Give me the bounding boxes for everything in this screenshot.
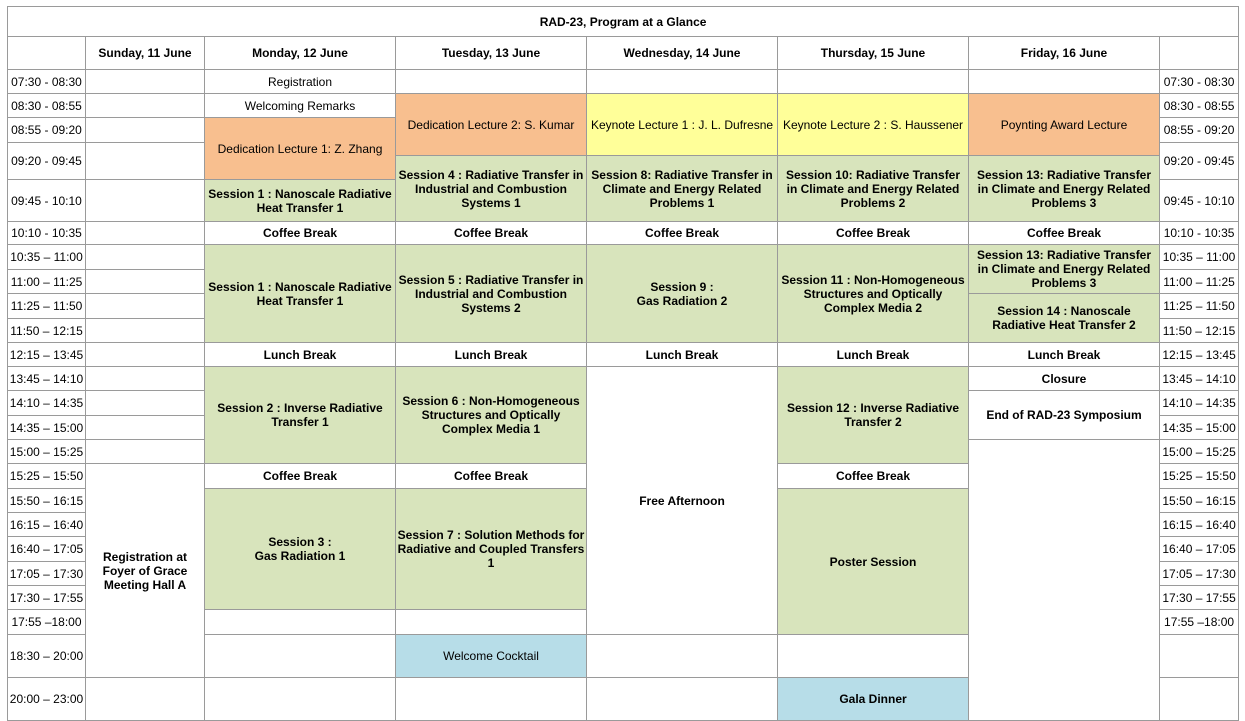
time-label: 07:30 - 08:30 — [1160, 70, 1239, 94]
time-label: 16:15 – 16:40 — [1160, 513, 1239, 537]
event-dedication-lecture-1: Dedication Lecture 1: Z. Zhang — [205, 118, 396, 180]
event-registration: Registration — [205, 70, 396, 94]
time-label: 07:30 - 08:30 — [8, 70, 86, 94]
friday-empty-afternoon — [969, 440, 1160, 721]
empty-cell — [86, 343, 205, 367]
program-table — [7, 6, 1239, 721]
time-label: 08:30 - 08:55 — [8, 94, 86, 118]
day-header-row — [8, 37, 1239, 70]
time-label: 17:55 –18:00 — [1160, 610, 1239, 635]
event-lunch-break: Lunch Break — [969, 343, 1160, 367]
time-label: 09:45 - 10:10 — [8, 180, 86, 222]
time-label: 08:55 - 09:20 — [1160, 118, 1239, 143]
event-session-5: Session 5 : Radiative Transfer in Industrial and Combustion Systems 2 — [396, 245, 587, 343]
empty-cell — [86, 70, 205, 94]
session-3-line-2: Gas Radiation 1 — [254, 549, 346, 563]
event-coffee-break: Coffee Break — [396, 222, 587, 245]
event-dedication-lecture-2: Dedication Lecture 2: S. Kumar — [396, 94, 587, 156]
empty-cell — [86, 270, 205, 294]
empty-cell — [86, 94, 205, 118]
event-welcome-cocktail: Welcome Cocktail — [396, 635, 587, 678]
time-label: 18:30 – 20:00 — [8, 635, 86, 678]
event-welcoming-remarks: Welcoming Remarks — [205, 94, 396, 118]
empty-cell — [86, 678, 205, 721]
time-row — [8, 222, 1239, 245]
time-label: 17:30 – 17:55 — [1160, 586, 1239, 610]
time-label: 08:55 - 09:20 — [8, 118, 86, 143]
time-label: 11:00 – 11:25 — [8, 270, 86, 294]
time-label: 11:50 – 12:15 — [1160, 319, 1239, 343]
event-session-6: Session 6 : Non-Homogeneous Structures and Optically Complex Media 1 — [396, 367, 587, 464]
empty-cell — [86, 245, 205, 270]
event-session-14: Session 14 : Nanoscale Radiative Heat Transfer 2 — [969, 294, 1160, 343]
event-session-12: Session 12 : Inverse Radiative Transfer 2 — [778, 367, 969, 464]
empty-cell — [205, 635, 396, 678]
time-label: 17:30 – 17:55 — [8, 586, 86, 610]
time-label: 13:45 – 14:10 — [1160, 367, 1239, 391]
time-row — [8, 245, 1239, 270]
time-label: 15:50 – 16:15 — [1160, 489, 1239, 513]
event-keynote-lecture-1: Keynote Lecture 1 : J. L. Dufresne — [587, 94, 778, 156]
time-label: 15:25 – 15:50 — [8, 464, 86, 489]
time-label: 15:50 – 16:15 — [8, 489, 86, 513]
empty-cell — [86, 294, 205, 319]
event-session-4: Session 4 : Radiative Transfer in Industrial and Combustion Systems 1 — [396, 156, 587, 222]
event-session-9 — [587, 245, 778, 343]
empty-cell — [587, 70, 778, 94]
time-label: 10:10 - 10:35 — [8, 222, 86, 245]
event-keynote-lecture-2: Keynote Lecture 2 : S. Haussener — [778, 94, 969, 156]
time-label: 12:15 – 13:45 — [1160, 343, 1239, 367]
empty-cell — [86, 367, 205, 391]
time-label: 17:05 – 17:30 — [1160, 562, 1239, 586]
time-label: 11:25 – 11:50 — [1160, 294, 1239, 319]
empty-cell — [86, 118, 205, 143]
event-session-1-part-b: Session 1 : Nanoscale Radiative Heat Transfer 1 — [205, 245, 396, 343]
session-9-line-1: Session 9 : — [650, 279, 714, 294]
event-end-of-symposium: End of RAD-23 Symposium — [969, 391, 1160, 440]
event-coffee-break: Coffee Break — [205, 222, 396, 245]
session-9-line-2: Gas Radiation 2 — [636, 293, 728, 308]
empty-cell — [86, 391, 205, 416]
empty-cell — [86, 180, 205, 222]
time-label: 16:15 – 16:40 — [8, 513, 86, 537]
time-label: 15:25 – 15:50 — [1160, 464, 1239, 489]
time-label: 09:20 - 09:45 — [1160, 143, 1239, 180]
event-session-3 — [205, 489, 396, 610]
event-lunch-break: Lunch Break — [587, 343, 778, 367]
day-header-tuesday: Tuesday, 13 June — [396, 37, 587, 70]
empty-cell — [969, 70, 1160, 94]
time-label: 11:00 – 11:25 — [1160, 270, 1239, 294]
empty-cell — [205, 678, 396, 721]
time-label: 10:10 - 10:35 — [1160, 222, 1239, 245]
empty-cell — [86, 222, 205, 245]
empty-cell — [396, 678, 587, 721]
time-label: 09:45 - 10:10 — [1160, 180, 1239, 222]
time-row — [8, 343, 1239, 367]
empty-cell — [396, 610, 587, 635]
time-label: 14:10 – 14:35 — [1160, 391, 1239, 416]
event-free-afternoon: Free Afternoon — [587, 367, 778, 635]
event-coffee-break: Coffee Break — [778, 222, 969, 245]
event-session-1-part-a: Session 1 : Nanoscale Radiative Heat Transfer 1 — [205, 180, 396, 222]
empty-cell — [778, 70, 969, 94]
empty-cell — [1160, 678, 1239, 721]
time-label: 16:40 – 17:05 — [8, 537, 86, 562]
event-session-11: Session 11 : Non-Homogeneous Structures and Optically Complex Media 2 — [778, 245, 969, 343]
empty-cell — [86, 319, 205, 343]
event-gala-dinner: Gala Dinner — [778, 678, 969, 721]
time-label: 09:20 - 09:45 — [8, 143, 86, 180]
event-coffee-break: Coffee Break — [396, 464, 587, 489]
event-session-13: Session 13: Radiative Transfer in Climate and Energy Related Problems 3 — [969, 156, 1160, 222]
session-3-line-1: Session 3 : — [268, 535, 332, 549]
empty-cell — [587, 678, 778, 721]
empty-cell — [778, 635, 969, 678]
time-row — [8, 70, 1239, 94]
day-header-sunday: Sunday, 11 June — [86, 37, 205, 70]
event-session-10: Session 10: Radiative Transfer in Climate and Energy Related Problems 2 — [778, 156, 969, 222]
time-label: 14:35 – 15:00 — [8, 416, 86, 440]
event-coffee-break: Coffee Break — [969, 222, 1160, 245]
event-coffee-break: Coffee Break — [205, 464, 396, 489]
time-label: 12:15 – 13:45 — [8, 343, 86, 367]
time-label: 17:05 – 17:30 — [8, 562, 86, 586]
time-label: 10:35 – 11:00 — [1160, 245, 1239, 270]
header-empty-left — [8, 37, 86, 70]
event-coffee-break: Coffee Break — [778, 464, 969, 489]
event-session-13-continued: Session 13: Radiative Transfer in Climate and Energy Related Problems 3 — [969, 245, 1160, 294]
empty-cell — [86, 440, 205, 464]
program-table-wrapper — [7, 6, 1239, 721]
time-label: 11:25 – 11:50 — [8, 294, 86, 319]
time-label: 14:35 – 15:00 — [1160, 416, 1239, 440]
event-sunday-registration: Registration at Foyer of Grace Meeting Hall A — [86, 464, 205, 678]
event-session-8: Session 8: Radiative Transfer in Climate and Energy Related Problems 1 — [587, 156, 778, 222]
event-poynting-award-lecture: Poynting Award Lecture — [969, 94, 1160, 156]
event-closure: Closure — [969, 367, 1160, 391]
event-session-7: Session 7 : Solution Methods for Radiative and Coupled Transfers 1 — [396, 489, 587, 610]
empty-cell — [205, 610, 396, 635]
time-label: 13:45 – 14:10 — [8, 367, 86, 391]
day-header-thursday: Thursday, 15 June — [778, 37, 969, 70]
time-row — [8, 367, 1239, 391]
time-label: 08:30 - 08:55 — [1160, 94, 1239, 118]
time-label: 14:10 – 14:35 — [8, 391, 86, 416]
event-lunch-break: Lunch Break — [778, 343, 969, 367]
empty-cell — [86, 416, 205, 440]
day-header-monday: Monday, 12 June — [205, 37, 396, 70]
empty-cell — [86, 143, 205, 180]
event-poster-session: Poster Session — [778, 489, 969, 635]
time-label: 17:55 –18:00 — [8, 610, 86, 635]
event-coffee-break: Coffee Break — [587, 222, 778, 245]
event-lunch-break: Lunch Break — [205, 343, 396, 367]
time-label: 11:50 – 12:15 — [8, 319, 86, 343]
time-label: 15:00 – 15:25 — [8, 440, 86, 464]
time-label: 20:00 – 23:00 — [8, 678, 86, 721]
page-title: RAD-23, Program at a Glance — [8, 7, 1239, 37]
time-row — [8, 94, 1239, 118]
day-header-friday: Friday, 16 June — [969, 37, 1160, 70]
time-label: 15:00 – 15:25 — [1160, 440, 1239, 464]
empty-cell — [1160, 635, 1239, 678]
header-empty-right — [1160, 37, 1239, 70]
time-label: 10:35 – 11:00 — [8, 245, 86, 270]
empty-cell — [587, 635, 778, 678]
time-label: 16:40 – 17:05 — [1160, 537, 1239, 562]
empty-cell — [396, 70, 587, 94]
day-header-wednesday: Wednesday, 14 June — [587, 37, 778, 70]
event-lunch-break: Lunch Break — [396, 343, 587, 367]
event-session-2: Session 2 : Inverse Radiative Transfer 1 — [205, 367, 396, 464]
